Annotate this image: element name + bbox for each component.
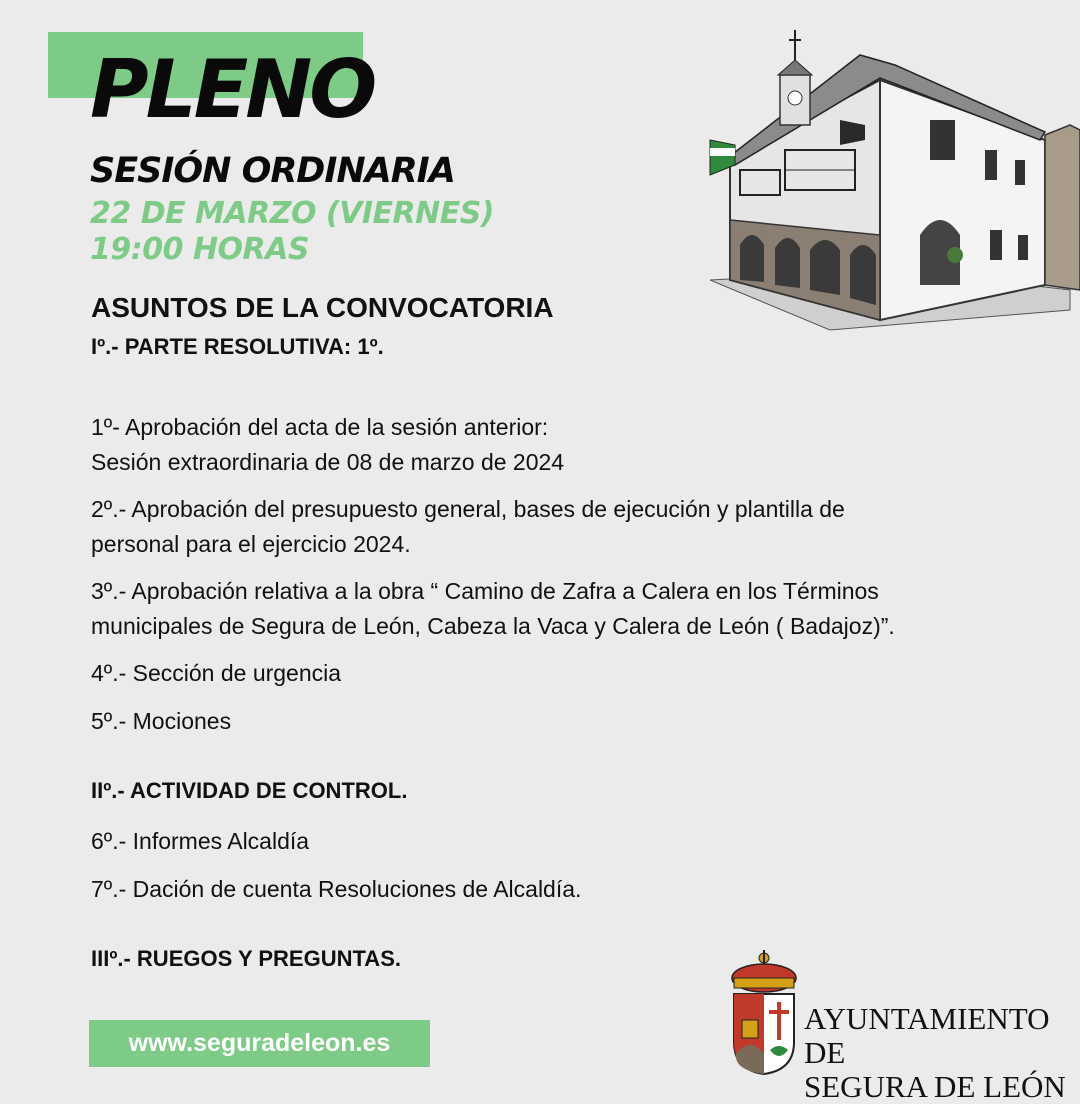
agenda-item-1-line-2: Sesión extraordinaria de 08 de marzo de 2024: [91, 448, 565, 475]
organization-name-line-2: SEGURA DE LEÓN: [804, 1069, 1066, 1104]
session-date: 22 DE MARZO (VIERNES): [90, 196, 495, 231]
agenda-item-2-line-1: 2º.- Aprobación del presupuesto general, bases de ejecución y plantilla de: [91, 496, 845, 522]
agenda-heading: ASUNTOS DE LA CONVOCATORIA: [91, 292, 554, 323]
section-heading-control: IIº.- ACTIVIDAD DE CONTROL.: [91, 778, 408, 803]
agenda-item-2: [91, 492, 1041, 561]
session-time: 19:00 HORAS: [90, 232, 309, 267]
agenda-item-4: 4º.- Sección de urgencia: [91, 660, 342, 686]
agenda-item-5: 5º.- Mociones: [91, 707, 232, 734]
session-type: SESIÓN ORDINARIA: [90, 151, 455, 191]
agenda-item-1: [91, 410, 1041, 479]
coat-of-arms-icon: [728, 950, 800, 1076]
organization-name-line-1: AYUNTAMIENTO DE: [804, 1001, 1050, 1070]
agenda-item-6: 6º.- Informes Alcaldía: [91, 828, 310, 854]
section-heading-resolutiva: Iº.- PARTE RESOLUTIVA: 1º.: [91, 334, 384, 359]
agenda: [91, 292, 1041, 972]
section-heading-ruegos: IIIº.- RUEGOS Y PREGUNTAS.: [91, 946, 401, 971]
agenda-item-3-line-1: 3º.- Aprobación relativa a la obra “ Camino de Zafra a Calera en los Términos: [91, 578, 879, 604]
agenda-item-2-line-2: personal para el ejercicio 2024.: [91, 530, 411, 557]
page-title: PLENO: [90, 43, 375, 136]
agenda-item-3: [91, 574, 1041, 643]
agenda-item-1-line-1: 1º- Aprobación del acta de la sesión anterior:: [91, 414, 549, 440]
website-link[interactable]: www.seguradeleon.es: [89, 1020, 430, 1067]
agenda-item-7: 7º.- Dación de cuenta Resoluciones de Alcaldía.: [91, 875, 582, 902]
agenda-item-3-line-2: municipales de Segura de León, Cabeza la Vaca y Calera de León ( Badajoz)”.: [91, 612, 895, 639]
organization-name: [804, 1002, 1080, 1104]
